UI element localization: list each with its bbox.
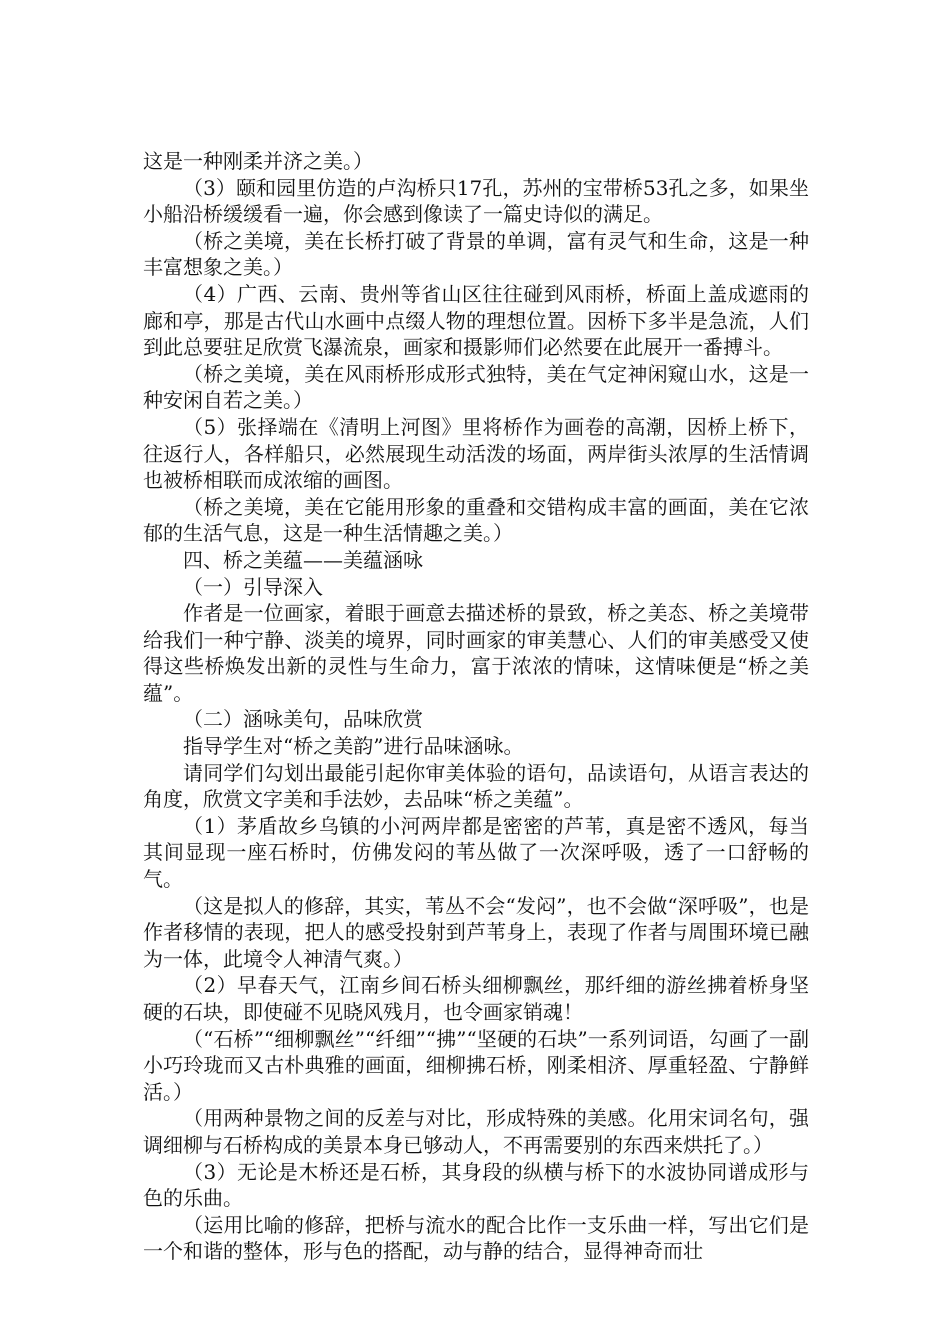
paragraph: （5）张择端在《清明上河图》里将桥作为画卷的高潮，因桥上桥下，往返行人，各样船只，必然展现生动活泼的场面，两岸街头浓厚的生活情调也被桥相联而成浓缩的画图。 xyxy=(143,414,809,493)
paragraph: （运用比喻的修辞，把桥与流水的配合比作一支乐曲一样，写出它们是一个和谐的整体，形与色的搭配，动与静的结合，显得神奇而壮 xyxy=(143,1212,809,1264)
document-body xyxy=(143,148,809,1265)
section-heading: 四、桥之美蕴——美蕴涵咏 xyxy=(183,547,423,572)
paragraph: （1）茅盾故乡乌镇的小河两岸都是密密的芦苇，真是密不透风，每当其间显现一座石桥时，仿佛发闷的苇丛做了一次深呼吸，透了一口舒畅的气。 xyxy=(143,813,809,892)
paragraph: 作者是一位画家，着眼于画意去描述桥的景致，桥之美态、桥之美境带给我们一种宁静、淡美的境界，同时画家的审美慧心、人们的审美感受又使得这些桥焕发出新的灵性与生命力，富于浓浓的情味，这情味便是“桥之美蕴”。 xyxy=(143,601,809,705)
subsection-heading: （一）引导深入 xyxy=(183,574,323,599)
paragraph: （这是拟人的修辞，其实，苇丛不会“发闷”，也不会做“深呼吸”，也是作者移情的表现，把人的感受投射到芦苇身上，表现了作者与周围环境已融为一体，此境令人神清气爽。） xyxy=(143,893,809,971)
paragraph: （桥之美境，美在它能用形象的重叠和交错构成丰富的画面，美在它浓郁的生活气息，这是一种生活情趣之美。） xyxy=(143,494,809,546)
paragraph: （2）早春天气，江南乡间石桥头细柳飘丝，那纤细的游丝拂着桥身坚硬的石块，即使碰不见晓风残月，也令画家销魂！ xyxy=(143,973,809,1024)
subsection-heading: （二）涵咏美句，品味欣赏 xyxy=(183,707,423,732)
paragraph: 指导学生对“桥之美韵”进行品味涵咏。 xyxy=(183,734,524,759)
paragraph: （4）广西、云南、贵州等省山区往往碰到风雨桥，桥面上盖成遮雨的廊和亭，那是古代山水画中点缀人物的理想位置。因桥下多半是急流，人们到此总要驻足欣赏飞瀑流泉，画家和摄影师们必然要在此展开一番搏斗。 xyxy=(143,281,809,360)
paragraph: （桥之美境，美在长桥打破了背景的单调，富有灵气和生命，这是一种丰富想象之美。） xyxy=(143,228,809,280)
paragraph: （桥之美境，美在风雨桥形成形式独特，美在气定神闲窥山水，这是一种安闲自若之美。） xyxy=(143,361,809,413)
paragraph: （用两种景物之间的反差与对比，形成特殊的美感。化用宋词名句，强调细柳与石桥构成的美景本身已够动人，不再需要别的东西来烘托了。） xyxy=(143,1106,809,1157)
paragraph: 请同学们勾划出最能引起你审美体验的语句，品读语句，从语言表达的角度，欣赏文字美和手法妙，去品味“桥之美蕴”。 xyxy=(143,760,809,812)
paragraph: （3）无论是木桥还是石桥，其身段的纵横与桥下的水波协同谱成形与色的乐曲。 xyxy=(143,1159,809,1211)
paragraph: 这是一种刚柔并济之美。） xyxy=(143,149,373,173)
paragraph: （3）颐和园里仿造的卢沟桥只17孔，苏州的宝带桥53孔之多，如果坐小船沿桥缓缓看一遍，你会感到像读了一篇史诗似的满足。 xyxy=(143,175,809,227)
paragraph: （“石桥”“细柳飘丝”“纤细”“拂”“坚硬的石块”一系列词语，勾画了一副小巧玲珑而又古朴典雅的画面，细柳拂石桥，刚柔相济、厚重轻盈、宁静鲜活。） xyxy=(143,1026,809,1104)
